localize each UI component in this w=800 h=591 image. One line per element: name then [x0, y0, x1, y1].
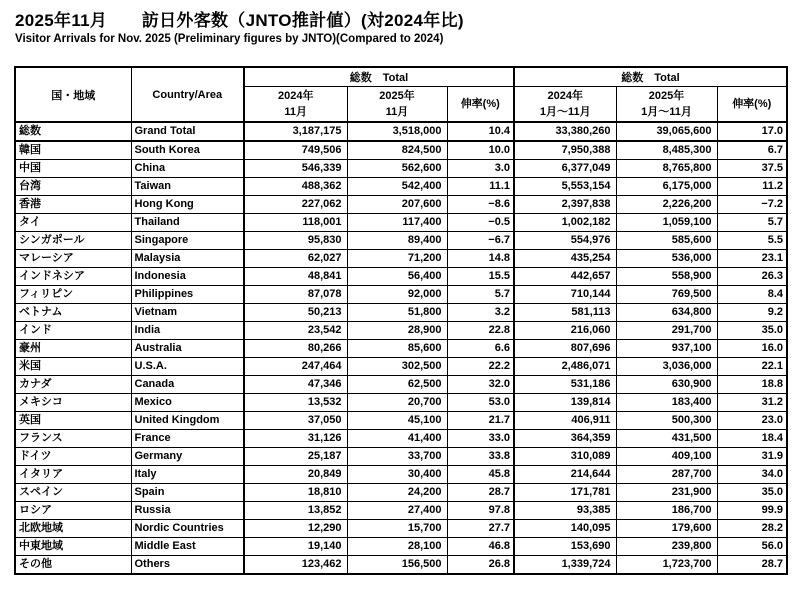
ytd-growth-value: 26.3 — [717, 268, 787, 286]
nov-growth-value: 33.8 — [447, 448, 514, 466]
country-name-jp: ロシア — [15, 502, 131, 520]
table-body — [15, 122, 787, 574]
table-row — [15, 358, 787, 376]
country-name-en: South Korea — [131, 141, 244, 160]
ytd-growth-value: 5.5 — [717, 232, 787, 250]
table-row — [15, 538, 787, 556]
table-row — [15, 232, 787, 250]
ytd-2024-value: 153,690 — [514, 538, 616, 556]
nov-growth-value: 26.8 — [447, 556, 514, 575]
nov-growth-value: 14.8 — [447, 250, 514, 268]
ytd-2024-value: 140,095 — [514, 520, 616, 538]
table-header — [15, 67, 787, 122]
nov-2025-value: 56,400 — [347, 268, 447, 286]
country-name-jp: 韓国 — [15, 141, 131, 160]
country-name-jp: ドイツ — [15, 448, 131, 466]
col-header-growth-ytd: 伸率(%) — [717, 86, 787, 122]
nov-2025-value: 92,000 — [347, 286, 447, 304]
country-name-jp: マレーシア — [15, 250, 131, 268]
country-name-en: Malaysia — [131, 250, 244, 268]
table-row — [15, 394, 787, 412]
table-row — [15, 430, 787, 448]
nov-2024-value: 123,462 — [244, 556, 347, 575]
nov-2024-value: 3,187,175 — [244, 122, 347, 141]
country-name-en: Middle East — [131, 538, 244, 556]
ytd-2025-value: 239,800 — [616, 538, 717, 556]
nov-2024-value: 20,849 — [244, 466, 347, 484]
nov-2025-value: 542,400 — [347, 178, 447, 196]
nov-growth-value: 21.7 — [447, 412, 514, 430]
nov-2024-value: 247,464 — [244, 358, 347, 376]
ytd-2025-value: 2,226,200 — [616, 196, 717, 214]
ytd-growth-value: −7.2 — [717, 196, 787, 214]
col-header-2024-ytd: 2024年 1月～11月 — [514, 86, 616, 122]
nov-growth-value: 27.7 — [447, 520, 514, 538]
nov-2025-value: 41,400 — [347, 430, 447, 448]
nov-growth-value: 97.8 — [447, 502, 514, 520]
visitor-arrivals-table — [14, 66, 788, 575]
nov-2025-value: 302,500 — [347, 358, 447, 376]
col-header-2024-nov: 2024年 11月 — [244, 86, 347, 122]
nov-2025-value: 89,400 — [347, 232, 447, 250]
nov-2024-value: 13,852 — [244, 502, 347, 520]
nov-2024-value: 50,213 — [244, 304, 347, 322]
country-name-jp: インド — [15, 322, 131, 340]
ytd-growth-value: 23.0 — [717, 412, 787, 430]
country-name-en: United Kingdom — [131, 412, 244, 430]
nov-growth-value: 45.8 — [447, 466, 514, 484]
table-row — [15, 466, 787, 484]
country-name-jp: 豪州 — [15, 340, 131, 358]
nov-growth-value: 28.7 — [447, 484, 514, 502]
nov-2025-value: 62,500 — [347, 376, 447, 394]
country-name-jp: ベトナム — [15, 304, 131, 322]
table-row — [15, 196, 787, 214]
nov-2025-value: 562,600 — [347, 160, 447, 178]
ytd-2025-value: 937,100 — [616, 340, 717, 358]
nov-2024-value: 749,506 — [244, 141, 347, 160]
ytd-2025-value: 558,900 — [616, 268, 717, 286]
ytd-2025-value: 3,036,000 — [616, 358, 717, 376]
country-name-jp: タイ — [15, 214, 131, 232]
ytd-2025-value: 291,700 — [616, 322, 717, 340]
nov-growth-value: 3.2 — [447, 304, 514, 322]
ytd-growth-value: 35.0 — [717, 322, 787, 340]
ytd-2024-value: 1,002,182 — [514, 214, 616, 232]
ytd-growth-value: 22.1 — [717, 358, 787, 376]
nov-2024-value: 37,050 — [244, 412, 347, 430]
nov-2024-value: 227,062 — [244, 196, 347, 214]
country-name-jp: 台湾 — [15, 178, 131, 196]
table-row — [15, 520, 787, 538]
country-name-en: Russia — [131, 502, 244, 520]
nov-2024-value: 80,266 — [244, 340, 347, 358]
nov-growth-value: −0.5 — [447, 214, 514, 232]
nov-growth-value: −6.7 — [447, 232, 514, 250]
ytd-2024-value: 531,186 — [514, 376, 616, 394]
ytd-growth-value: 28.7 — [717, 556, 787, 575]
table-row — [15, 214, 787, 232]
country-name-jp: 英国 — [15, 412, 131, 430]
nov-2024-value: 118,001 — [244, 214, 347, 232]
country-name-jp: 総数 — [15, 122, 131, 141]
ytd-2024-value: 581,113 — [514, 304, 616, 322]
nov-growth-value: 3.0 — [447, 160, 514, 178]
nov-2025-value: 30,400 — [347, 466, 447, 484]
ytd-growth-value: 9.2 — [717, 304, 787, 322]
nov-2024-value: 47,346 — [244, 376, 347, 394]
nov-2024-value: 62,027 — [244, 250, 347, 268]
ytd-growth-value: 18.8 — [717, 376, 787, 394]
ytd-2025-value: 536,000 — [616, 250, 717, 268]
nov-2024-value: 12,290 — [244, 520, 347, 538]
ytd-2025-value: 8,765,800 — [616, 160, 717, 178]
table-row — [15, 322, 787, 340]
table-row — [15, 122, 787, 141]
nov-growth-value: 11.1 — [447, 178, 514, 196]
ytd-2024-value: 310,089 — [514, 448, 616, 466]
col-header-2025-ytd: 2025年 1月～11月 — [616, 86, 717, 122]
table-row — [15, 141, 787, 160]
nov-growth-value: 46.8 — [447, 538, 514, 556]
table-row — [15, 178, 787, 196]
ytd-growth-value: 18.4 — [717, 430, 787, 448]
ytd-2025-value: 1,723,700 — [616, 556, 717, 575]
nov-2024-value: 13,532 — [244, 394, 347, 412]
nov-2025-value: 824,500 — [347, 141, 447, 160]
nov-2024-value: 19,140 — [244, 538, 347, 556]
nov-2025-value: 20,700 — [347, 394, 447, 412]
nov-2025-value: 15,700 — [347, 520, 447, 538]
country-name-en: Germany — [131, 448, 244, 466]
ytd-2025-value: 231,900 — [616, 484, 717, 502]
country-name-en: Australia — [131, 340, 244, 358]
col-header-country-jp: 国・地域 — [15, 67, 131, 122]
table-row — [15, 448, 787, 466]
nov-growth-value: 32.0 — [447, 376, 514, 394]
country-name-jp: インドネシア — [15, 268, 131, 286]
page-subtitle: Visitor Arrivals for Nov. 2025 (Preliminary figures by JNTO)(Compared to 2024) — [15, 33, 444, 45]
ytd-2024-value: 171,781 — [514, 484, 616, 502]
nov-2024-value: 18,810 — [244, 484, 347, 502]
country-name-en: Mexico — [131, 394, 244, 412]
nov-2025-value: 45,100 — [347, 412, 447, 430]
ytd-2024-value: 139,814 — [514, 394, 616, 412]
page-title: 2025年11月 訪日外客数（JNTO推計値）(対2024年比) — [15, 11, 464, 30]
country-name-en: China — [131, 160, 244, 178]
nov-2025-value: 3,518,000 — [347, 122, 447, 141]
ytd-growth-value: 17.0 — [717, 122, 787, 141]
ytd-growth-value: 28.2 — [717, 520, 787, 538]
table-row — [15, 250, 787, 268]
ytd-growth-value: 11.2 — [717, 178, 787, 196]
ytd-growth-value: 34.0 — [717, 466, 787, 484]
country-name-en: Indonesia — [131, 268, 244, 286]
nov-2024-value: 25,187 — [244, 448, 347, 466]
nov-2024-value: 546,339 — [244, 160, 347, 178]
ytd-growth-value: 16.0 — [717, 340, 787, 358]
ytd-2024-value: 6,377,049 — [514, 160, 616, 178]
table-row — [15, 502, 787, 520]
ytd-2024-value: 442,657 — [514, 268, 616, 286]
table-row — [15, 286, 787, 304]
nov-growth-value: 5.7 — [447, 286, 514, 304]
ytd-2024-value: 364,359 — [514, 430, 616, 448]
nov-2024-value: 23,542 — [244, 322, 347, 340]
country-name-en: Thailand — [131, 214, 244, 232]
group-header-total-nov: 総数 Total — [244, 67, 514, 86]
ytd-2025-value: 186,700 — [616, 502, 717, 520]
nov-growth-value: 10.0 — [447, 141, 514, 160]
nov-2025-value: 85,600 — [347, 340, 447, 358]
ytd-2024-value: 93,385 — [514, 502, 616, 520]
country-name-en: Hong Kong — [131, 196, 244, 214]
ytd-2024-value: 33,380,260 — [514, 122, 616, 141]
table-row — [15, 304, 787, 322]
ytd-2024-value: 2,486,071 — [514, 358, 616, 376]
country-name-jp: 米国 — [15, 358, 131, 376]
nov-growth-value: −8.6 — [447, 196, 514, 214]
table-row — [15, 412, 787, 430]
country-name-en: France — [131, 430, 244, 448]
ytd-2025-value: 183,400 — [616, 394, 717, 412]
nov-growth-value: 10.4 — [447, 122, 514, 141]
nov-2024-value: 488,362 — [244, 178, 347, 196]
country-name-jp: スペイン — [15, 484, 131, 502]
country-name-en: Vietnam — [131, 304, 244, 322]
ytd-growth-value: 6.7 — [717, 141, 787, 160]
ytd-growth-value: 23.1 — [717, 250, 787, 268]
country-name-en: Taiwan — [131, 178, 244, 196]
country-name-jp: フィリピン — [15, 286, 131, 304]
ytd-2025-value: 1,059,100 — [616, 214, 717, 232]
table-row — [15, 484, 787, 502]
nov-2024-value: 87,078 — [244, 286, 347, 304]
country-name-jp: その他 — [15, 556, 131, 575]
country-name-jp: メキシコ — [15, 394, 131, 412]
ytd-2025-value: 6,175,000 — [616, 178, 717, 196]
ytd-growth-value: 31.2 — [717, 394, 787, 412]
country-name-en: Canada — [131, 376, 244, 394]
ytd-2025-value: 431,500 — [616, 430, 717, 448]
nov-growth-value: 33.0 — [447, 430, 514, 448]
ytd-2024-value: 1,339,724 — [514, 556, 616, 575]
nov-2025-value: 51,800 — [347, 304, 447, 322]
country-name-jp: シンガポール — [15, 232, 131, 250]
ytd-2024-value: 807,696 — [514, 340, 616, 358]
ytd-growth-value: 37.5 — [717, 160, 787, 178]
country-name-en: Philippines — [131, 286, 244, 304]
table-row — [15, 556, 787, 575]
country-name-en: Spain — [131, 484, 244, 502]
nov-2025-value: 71,200 — [347, 250, 447, 268]
header-group-row — [15, 67, 787, 86]
nov-2024-value: 95,830 — [244, 232, 347, 250]
nov-2024-value: 48,841 — [244, 268, 347, 286]
ytd-growth-value: 56.0 — [717, 538, 787, 556]
ytd-2025-value: 500,300 — [616, 412, 717, 430]
ytd-2025-value: 8,485,300 — [616, 141, 717, 160]
table-row — [15, 340, 787, 358]
nov-growth-value: 22.2 — [447, 358, 514, 376]
group-header-total-ytd: 総数 Total — [514, 67, 787, 86]
table-row — [15, 376, 787, 394]
nov-2024-value: 31,126 — [244, 430, 347, 448]
ytd-2024-value: 2,397,838 — [514, 196, 616, 214]
ytd-2024-value: 435,254 — [514, 250, 616, 268]
ytd-2024-value: 406,911 — [514, 412, 616, 430]
country-name-jp: イタリア — [15, 466, 131, 484]
ytd-2025-value: 585,600 — [616, 232, 717, 250]
nov-2025-value: 28,100 — [347, 538, 447, 556]
ytd-2025-value: 287,700 — [616, 466, 717, 484]
nov-growth-value: 15.5 — [447, 268, 514, 286]
nov-growth-value: 22.8 — [447, 322, 514, 340]
nov-2025-value: 28,900 — [347, 322, 447, 340]
ytd-2025-value: 769,500 — [616, 286, 717, 304]
ytd-2025-value: 634,800 — [616, 304, 717, 322]
ytd-growth-value: 35.0 — [717, 484, 787, 502]
col-header-growth-nov: 伸率(%) — [447, 86, 514, 122]
col-header-2025-nov: 2025年 11月 — [347, 86, 447, 122]
country-name-en: Nordic Countries — [131, 520, 244, 538]
country-name-en: Singapore — [131, 232, 244, 250]
ytd-2024-value: 554,976 — [514, 232, 616, 250]
country-name-jp: 北欧地域 — [15, 520, 131, 538]
ytd-2024-value: 216,060 — [514, 322, 616, 340]
country-name-en: Others — [131, 556, 244, 575]
ytd-2025-value: 179,600 — [616, 520, 717, 538]
country-name-en: Italy — [131, 466, 244, 484]
table-row — [15, 268, 787, 286]
table-row — [15, 160, 787, 178]
nov-2025-value: 156,500 — [347, 556, 447, 575]
country-name-jp: カナダ — [15, 376, 131, 394]
country-name-en: India — [131, 322, 244, 340]
country-name-en: U.S.A. — [131, 358, 244, 376]
nov-2025-value: 33,700 — [347, 448, 447, 466]
ytd-growth-value: 31.9 — [717, 448, 787, 466]
nov-growth-value: 53.0 — [447, 394, 514, 412]
ytd-2025-value: 409,100 — [616, 448, 717, 466]
country-name-jp: 香港 — [15, 196, 131, 214]
nov-2025-value: 24,200 — [347, 484, 447, 502]
nov-2025-value: 27,400 — [347, 502, 447, 520]
ytd-2024-value: 214,644 — [514, 466, 616, 484]
nov-growth-value: 6.6 — [447, 340, 514, 358]
ytd-growth-value: 99.9 — [717, 502, 787, 520]
ytd-2025-value: 39,065,600 — [616, 122, 717, 141]
ytd-2024-value: 7,950,388 — [514, 141, 616, 160]
country-name-jp: 中東地域 — [15, 538, 131, 556]
col-header-country-en: Country/Area — [131, 67, 244, 122]
nov-2025-value: 207,600 — [347, 196, 447, 214]
ytd-2025-value: 630,900 — [616, 376, 717, 394]
ytd-growth-value: 8.4 — [717, 286, 787, 304]
ytd-growth-value: 5.7 — [717, 214, 787, 232]
country-name-en: Grand Total — [131, 122, 244, 141]
ytd-2024-value: 710,144 — [514, 286, 616, 304]
nov-2025-value: 117,400 — [347, 214, 447, 232]
ytd-2024-value: 5,553,154 — [514, 178, 616, 196]
country-name-jp: フランス — [15, 430, 131, 448]
country-name-jp: 中国 — [15, 160, 131, 178]
